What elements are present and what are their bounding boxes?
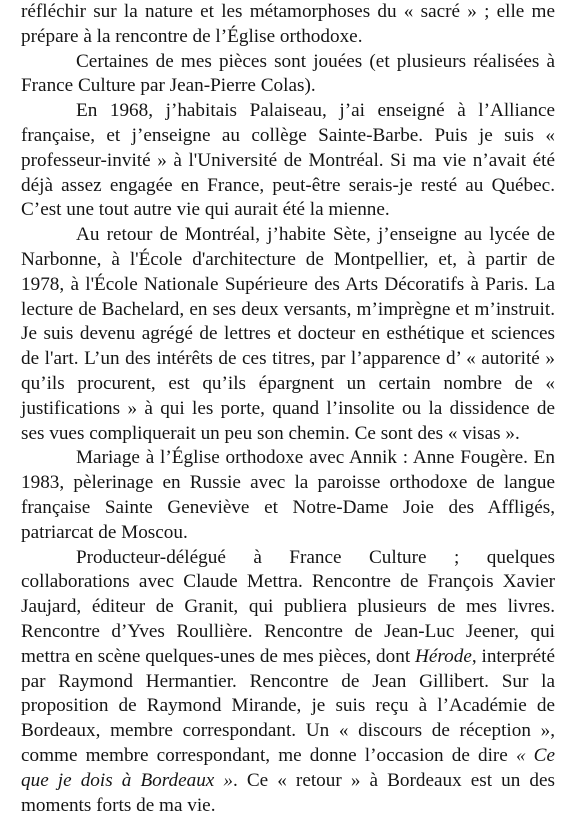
speech-title: « Ce que je dois à Bordeaux » <box>21 744 555 791</box>
paragraph-text: , interprété par Raymond Hermantier. Rencontre de Jean Gillibert. Sur la proposition de Raymond Mirande, je suis reçu à l’Académie de Bordeaux, membre correspondant. Un « discours de réception », comme membre correspondant, me donne l’occasion de dire <box>21 645 555 766</box>
paragraph-text: . Ce « retour » à Bordeaux est un des moments forts de ma vie. <box>21 769 555 816</box>
paragraph-4 <box>21 223 555 446</box>
paragraph-text: Mariage à l’Église orthodoxe avec Annik : Anne Fougère. En 1983, pèlerinage en Russie avec la paroisse orthodoxe de langue française Sainte Geneviève et Notre-Dame Joie des Affligés, patriarcat de Moscou. <box>21 447 555 543</box>
paragraph-5 <box>21 446 555 545</box>
paragraph-6 <box>21 546 555 818</box>
paragraph-2 <box>21 50 555 100</box>
book-title-herode: Hérode <box>415 645 472 667</box>
paragraph-text: En 1968, j’habitais Palaiseau, j’ai enseigné à l’Alliance française, et j’enseigne au collège Sainte-Barbe. Puis je suis « professeur-invité » à l'Université de Montréal. Si ma vie n’avait été déjà assez engagée en France, peut-être serais-je resté au Québec. C’est une tout autre vie qui aurait été la mienne. <box>21 100 555 221</box>
paragraph-text: réfléchir sur la nature et les métamorphoses du « sacré » ; elle me prépare à la rencontre de l’Église orthodoxe. <box>21 1 555 47</box>
paragraph-3 <box>21 99 555 223</box>
paragraph-text: Au retour de Montréal, j’habite Sète, j’enseigne au lycée de Narbonne, à l'École d'architecture de Montpellier, et, à partir de 1978, à l'École Nationale Supérieure des Arts Décoratifs à Paris. La lecture de Bachelard, en ses deux versants, m’imprègne et m’instruit. Je suis devenu agrégé de lettres et docteur en esthétique et sciences de l'art. L’un des intérêts de ces titres, par l’apparence d’ « autorité » qu’ils procurent, est qu’ils épargnent un certain nombre de « justifications » à qui les porte, quand l’insolite ou la dissidence de ses vues compliquerait un peu son chemin. Ce sont des « visas ». <box>21 224 555 444</box>
paragraph-text: Certaines de mes pièces sont jouées (et plusieurs réalisées à France Culture par Jean-Pierre Colas). <box>21 50 555 97</box>
paragraph-text: Producteur-délégué à France Culture ; quelques collaborations avec Claude Mettra. Rencontre de François Xavier Jaujard, éditeur de Granit, qui publiera plusieurs de mes livres. Rencontre d’Yves Roullière. Rencontre de Jean-Luc Jeener, qui mettra en scène quelques-unes de mes pièces, dont <box>21 546 555 667</box>
paragraph-1 <box>21 0 555 50</box>
